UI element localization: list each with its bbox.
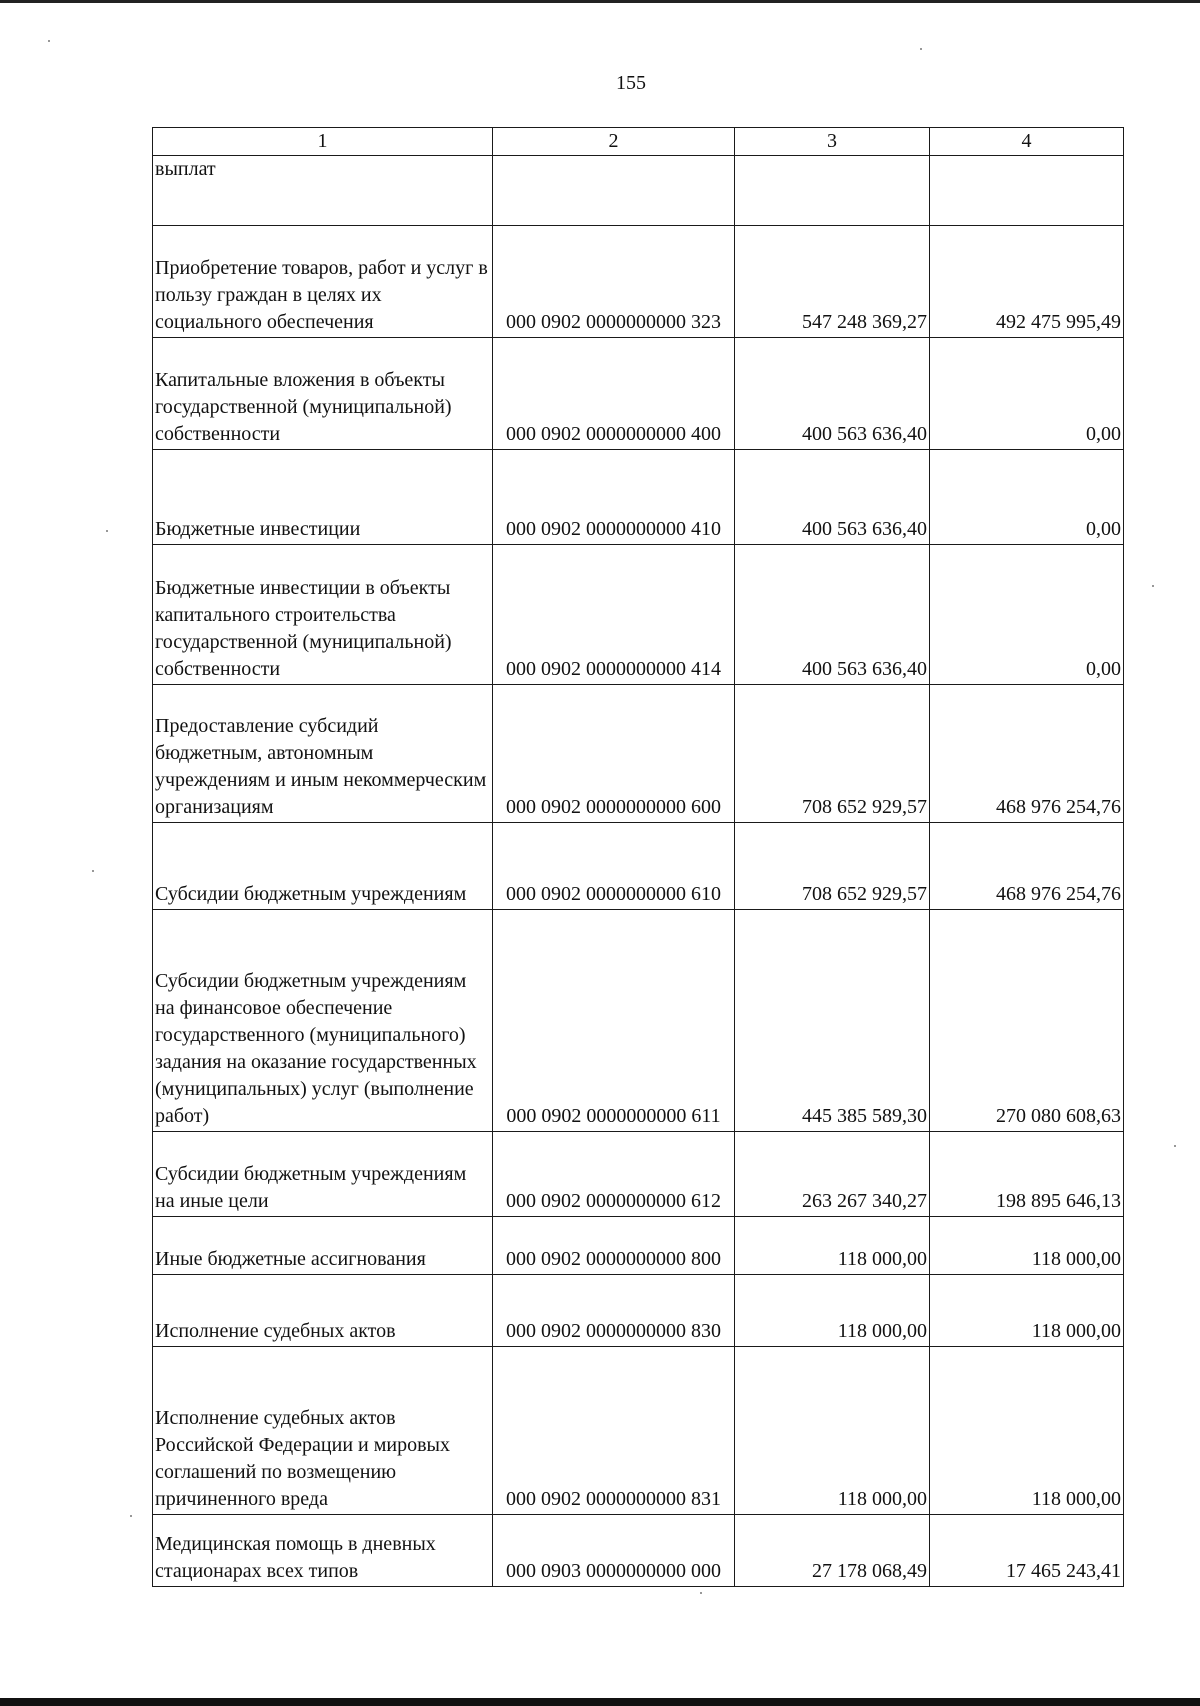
- table-row: [153, 1217, 1124, 1275]
- table-row: [153, 823, 1124, 910]
- table-row: [153, 226, 1124, 338]
- row-value-col4: 0,00: [930, 545, 1124, 685]
- row-value-col4: 198 895 646,13: [930, 1132, 1124, 1217]
- table-row: [153, 1515, 1124, 1587]
- scan-speck: [48, 40, 50, 42]
- table-row: [153, 1275, 1124, 1347]
- table-row: [153, 450, 1124, 545]
- row-value-col4: [930, 156, 1124, 226]
- row-code: 000 0902 0000000000 323: [493, 226, 735, 338]
- row-name: Медицинская помощь в дневных стационарах всех типов: [153, 1515, 493, 1587]
- row-name: Субсидии бюджетным учреждениям на иные цели: [153, 1132, 493, 1217]
- table-row: [153, 1132, 1124, 1217]
- scan-speck: [700, 1592, 702, 1594]
- row-name: Бюджетные инвестиции в объекты капитального строительства государственной (муниципальной) собственности: [153, 545, 493, 685]
- row-code: 000 0902 0000000000 831: [493, 1347, 735, 1515]
- row-code: 000 0902 0000000000 800: [493, 1217, 735, 1275]
- row-value-col4: 0,00: [930, 450, 1124, 545]
- row-value-col3: 118 000,00: [735, 1217, 930, 1275]
- row-value-col4: 118 000,00: [930, 1217, 1124, 1275]
- header-col-4: 4: [930, 128, 1124, 156]
- row-code: 000 0902 0000000000 400: [493, 338, 735, 450]
- row-value-col4: 118 000,00: [930, 1275, 1124, 1347]
- row-value-col4: 468 976 254,76: [930, 685, 1124, 823]
- row-code: [493, 156, 735, 226]
- row-name: Исполнение судебных актов: [153, 1275, 493, 1347]
- scan-speck: [130, 1515, 132, 1517]
- top-edge-rule: [0, 0, 1200, 3]
- row-value-col3: 400 563 636,40: [735, 450, 930, 545]
- row-code: 000 0902 0000000000 600: [493, 685, 735, 823]
- row-code: 000 0902 0000000000 611: [493, 910, 735, 1132]
- row-code: 000 0902 0000000000 610: [493, 823, 735, 910]
- row-value-col3: 708 652 929,57: [735, 823, 930, 910]
- row-value-col3: 118 000,00: [735, 1347, 930, 1515]
- row-value-col3: 445 385 589,30: [735, 910, 930, 1132]
- row-code: 000 0902 0000000000 830: [493, 1275, 735, 1347]
- header-col-2: 2: [493, 128, 735, 156]
- scan-speck: [92, 870, 94, 872]
- row-code: 000 0902 0000000000 414: [493, 545, 735, 685]
- row-value-col4: 492 475 995,49: [930, 226, 1124, 338]
- row-value-col4: 118 000,00: [930, 1347, 1124, 1515]
- row-name: Капитальные вложения в объекты государственной (муниципальной) собственности: [153, 338, 493, 450]
- scan-speck: [1152, 585, 1154, 587]
- scan-speck: [1174, 1145, 1176, 1147]
- row-value-col3: 400 563 636,40: [735, 545, 930, 685]
- row-value-col3: 27 178 068,49: [735, 1515, 930, 1587]
- budget-table: [152, 127, 1124, 1587]
- row-value-col4: 0,00: [930, 338, 1124, 450]
- row-value-col3: 263 267 340,27: [735, 1132, 930, 1217]
- row-value-col3: 400 563 636,40: [735, 338, 930, 450]
- table-row: [153, 1347, 1124, 1515]
- scan-speck: [920, 48, 922, 50]
- row-name: Предоставление субсидий бюджетным, автономным учреждениям и иным некоммерческим организациям: [153, 685, 493, 823]
- row-value-col3: 118 000,00: [735, 1275, 930, 1347]
- table-row: [153, 338, 1124, 450]
- table-row: [153, 685, 1124, 823]
- row-value-col4: 468 976 254,76: [930, 823, 1124, 910]
- row-value-col3: 547 248 369,27: [735, 226, 930, 338]
- row-value-col3: 708 652 929,57: [735, 685, 930, 823]
- table-header-row: [153, 128, 1124, 156]
- row-name: Исполнение судебных актов Российской Федерации и мировых соглашений по возмещению причиненного вреда: [153, 1347, 493, 1515]
- row-name: Субсидии бюджетным учреждениям: [153, 823, 493, 910]
- row-value-col4: 270 080 608,63: [930, 910, 1124, 1132]
- page-number: 155: [616, 72, 646, 94]
- row-code: 000 0903 0000000000 000: [493, 1515, 735, 1587]
- row-name: Иные бюджетные ассигнования: [153, 1217, 493, 1275]
- table-row: [153, 910, 1124, 1132]
- bottom-edge-rule: [0, 1698, 1200, 1706]
- header-col-1: 1: [153, 128, 493, 156]
- row-name: Бюджетные инвестиции: [153, 450, 493, 545]
- row-value-col4: 17 465 243,41: [930, 1515, 1124, 1587]
- table-row: [153, 545, 1124, 685]
- row-name: выплат: [153, 156, 493, 226]
- row-name: Субсидии бюджетным учреждениям на финансовое обеспечение государственного (муниципального) задания на оказание государственных (муниципальных) услуг (выполнение работ): [153, 910, 493, 1132]
- row-code: 000 0902 0000000000 612: [493, 1132, 735, 1217]
- row-name: Приобретение товаров, работ и услуг в пользу граждан в целях их социального обеспечения: [153, 226, 493, 338]
- header-col-3: 3: [735, 128, 930, 156]
- table-row: [153, 156, 1124, 226]
- row-value-col3: [735, 156, 930, 226]
- row-code: 000 0902 0000000000 410: [493, 450, 735, 545]
- scan-speck: [106, 530, 108, 532]
